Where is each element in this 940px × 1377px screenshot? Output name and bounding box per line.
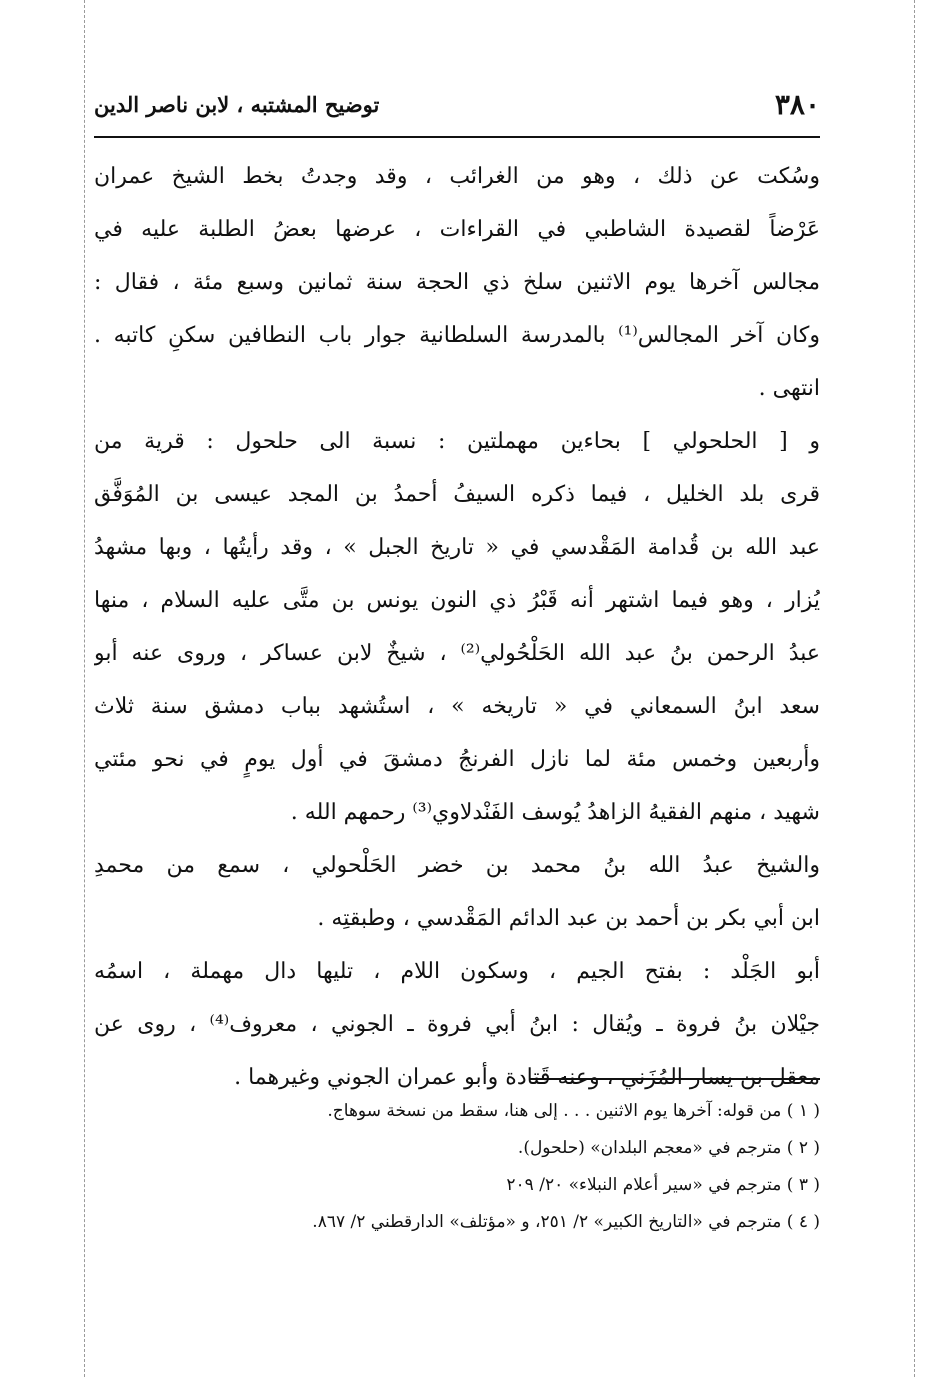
- running-title: توضيح المشتبه ، لابن ناصر الدين: [94, 91, 380, 117]
- header-rule: [94, 136, 820, 138]
- text-line: وسُكت عن ذلك ، وهو من الغرائب ، وقد وجدتُ بخط الشيخ عمران: [94, 164, 820, 189]
- text-line: انتهى .: [758, 376, 820, 401]
- running-head: [94, 84, 820, 124]
- scan-edge-right: [914, 0, 916, 1377]
- footnote: ( ٢ ) مترجم في «معجم البلدان» (حلحول).: [517, 1138, 820, 1158]
- footnote: ( ١ ) من قوله: آخرها يوم الاثنين . . . إلى هنا، سقط من نسخة سوهاج.: [327, 1101, 820, 1121]
- footnotes: [130, 1093, 820, 1241]
- entry-heading-line: أبو الجَلْد : بفتح الجيم ، وسكون اللام ، تليها دال مهملة ، اسمُه: [94, 959, 820, 984]
- text-line: وكان آخر المجالس⁽¹⁾ بالمدرسة السلطانية جوار باب النطافين سكنِ كاتبه .: [94, 323, 820, 348]
- text-line: قرى بلد الخليل ، فيما ذكره السيفُ أحمدُ بن المجد عيسى بن المُوَفَّق: [94, 482, 820, 507]
- page-number: ٣٨٠: [774, 87, 820, 121]
- footnote-rule: [530, 1078, 820, 1080]
- text-line: ابن أبي بكر بن أحمد بن عبد الدائم المَقْدسي ، وطبقتِه .: [317, 906, 820, 931]
- entry-heading-line: و [ الحلحولي ] بحاءين مهملتين : نسبة الى حلحول : قرية من: [94, 429, 820, 454]
- footnote: ( ٣ ) مترجم في «سير أعلام النبلاء» ٢٠/ ٢٠٩: [506, 1175, 820, 1195]
- text-line: شهيد ، منهم الفقيهُ الزاهدُ يُوسف الفَنْدلاوي⁽³⁾ رحمهم الله .: [290, 800, 820, 825]
- main-text: [94, 150, 820, 1104]
- text-line: عَرْضاً لقصيدة الشاطبي في القراءات ، عرضها بعضُ الطلبة عليه في: [94, 217, 820, 242]
- text-line: سعد ابنُ السمعاني في « تاريخه » ، استُشهد بباب دمشق سنة ثلاث: [94, 694, 820, 719]
- text-line: مجالس آخرها يوم الاثنين سلخ ذي الحجة سنة ثمانين وسبع مئة ، فقال :: [94, 270, 820, 295]
- text-line: يُزار ، وهو فيما اشتهر أنه قَبْرُ ذي النون يونس بن متَّى عليه السلام ، منها: [94, 588, 820, 613]
- text-line: عبد الله بن قُدامة المَقْدسي في « تاريخ الجبل » ، وقد رأيتُها ، وبها مشهدُ: [94, 535, 820, 560]
- scan-edge-left: [84, 0, 86, 1377]
- footnote: ( ٤ ) مترجم في «التاريخ الكبير» ٢/ ٢٥١، و «مؤتلف» الدارقطني ٢/ ٨٦٧.: [312, 1212, 820, 1232]
- text-line: جيْلان بنُ فروة ـ ويُقال : ابنُ أبي فروة ـ الجوني ، معروف⁽⁴⁾ ، روى عن: [94, 1012, 820, 1037]
- text-line: والشيخ عبدُ الله بنُ محمد بن خضر الحَلْحولي ، سمع من محمدِ: [94, 853, 820, 878]
- text-line: معقل بن يسار المُزَني ، وعنه قَتادة وأبو عمران الجوني وغيرهما .: [234, 1065, 820, 1090]
- text-line: وأربعين وخمس مئة لما نازل الفرنجُ دمشقَ في أول يومٍ في نحو مئتي: [94, 747, 820, 772]
- text-line: عبدُ الرحمن بنُ عبد الله الحَلْحُولي⁽²⁾ ، شيخٌ لابن عساكر ، وروى عنه أبو: [94, 641, 820, 666]
